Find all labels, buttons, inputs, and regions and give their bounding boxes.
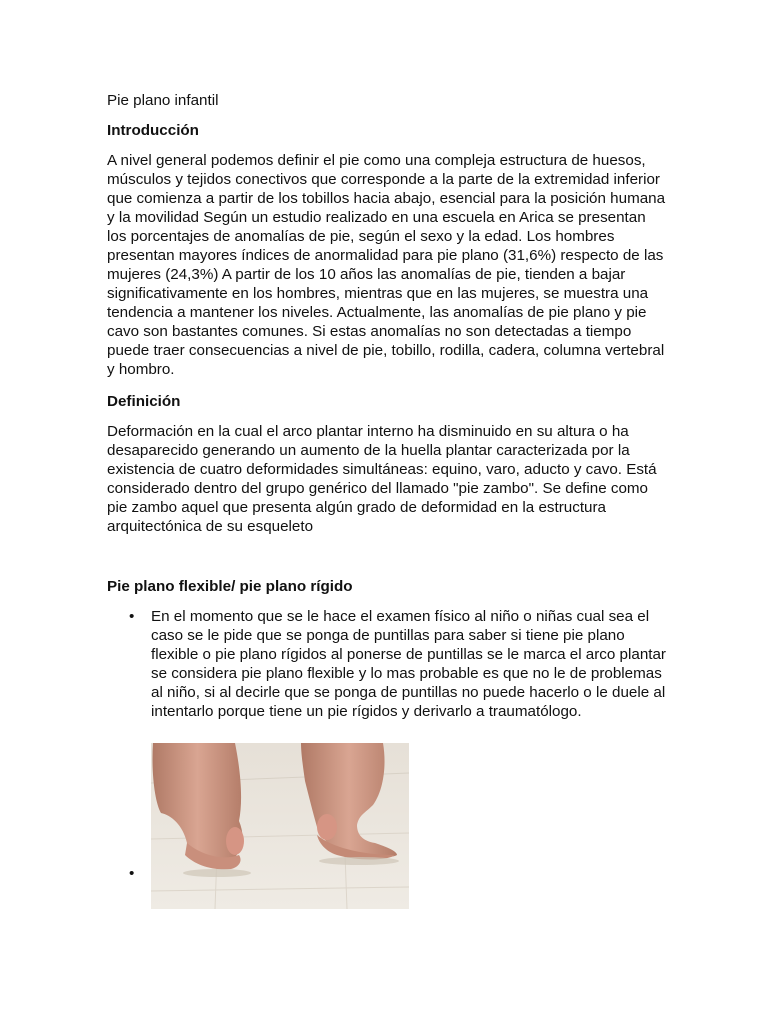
bullet-icon: •	[129, 608, 135, 625]
list-item	[107, 864, 667, 910]
document-title: Pie plano infantil	[107, 92, 219, 109]
list-item-text: En el momento que se le hace el examen físico al niño o niñas cual sea el caso se le pide que se ponga de puntillas para saber si tiene pie plano flexible o pie plano rígidos al ponerse de puntillas se le marca el arco plantar se considera pie plano flexible y lo mas probable es que no le de problemas al niño, si al decirle que se ponga de puntillas no puede hacerlo o le duele al intentarlo porque tiene un pie rígidos y derivarlo a traumatólogo.	[151, 608, 666, 720]
paragraph-introduccion: A nivel general podemos definir el pie como una compleja estructura de huesos, músculos y tejidos conectivos que corresponde a la parte de la extremidad inferior que comienza a partir de los tobillos hacia abajo, esencial para la posición humana y la movilidad Según un estudio realizado en una escuela en Arica se presentan los porcentajes de anomalías de pie, según el sexo y la edad. Los hombres presentan mayores índices de anormalidad para pie plano (31,6%) respecto de las mujeres (24,3%) A partir de los 10 años las anomalías de pie, tienden a bajar significativamente en los hombres, mientras que en las mujeres, se muestra una tendencia a mantener los niveles. Actualmente, las anomalías de pie plano y pie cavo son bastantes comunes. Si estas anomalías no son detectadas a tiempo puede traer consecuencias a nivel de pie, tobillo, rodilla, cadera, columna vertebral y hombro.	[107, 152, 666, 378]
paragraph-definicion: Deformación en la cual el arco plantar interno ha disminuido en su altura o ha desaparecido generando un aumento de la huella plantar caracterizada por la existencia de cuatro deformidades simultáneas: equino, varo, aducto y cavo. Está considerado dentro del grupo genérico del llamado "pie zambo". Se define como pie zambo aquel que presenta algún grado de deformidad en la estructura arquitectónica de su esqueleto	[107, 423, 657, 535]
heading-pie-plano-flexible: Pie plano flexible/ pie plano rígido	[107, 578, 353, 595]
list-item	[107, 607, 667, 721]
heading-definicion: Definición	[107, 393, 181, 410]
bullet-icon-2: •	[129, 865, 135, 882]
bullet-list	[107, 607, 667, 721]
heading-introduccion: Introducción	[107, 122, 199, 139]
